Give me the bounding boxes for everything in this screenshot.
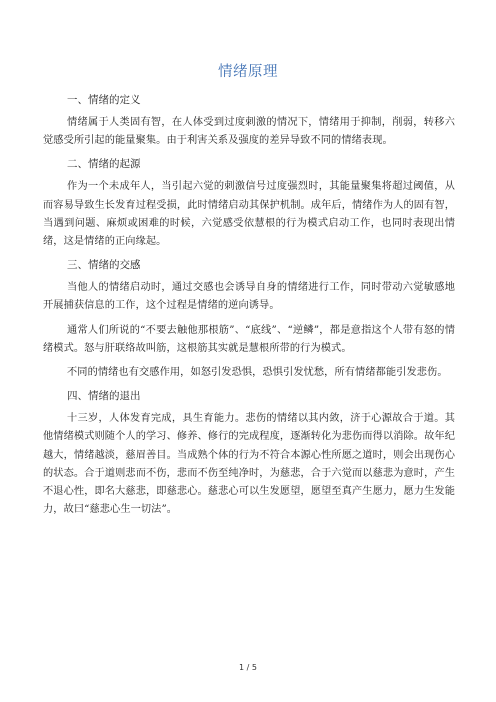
paragraph: 通常人们所说的“不要去触他那根筋”、“底线”、“逆鳞”，都是意指这个人带有怒的情绪模式。怒与肝联络故叫筋，这根筋其实就是慧根所带的行为模式。 (43, 324, 455, 354)
section-heading-definition: 一、情绪的定义 (67, 94, 141, 106)
document-body (43, 92, 455, 525)
paragraph: 当他人的情绪启动时，通过交感也会诱导自身的情绪进行工作，同时带动六觉敏感地开展捕获信息的工作，这个过程是情绪的逆向诱导。 (43, 282, 455, 312)
page-indicator: 1 / 5 (239, 663, 257, 672)
paragraph: 十三岁，人体发育完成，具生育能力。悲伤的情绪以其内敛，济于心源故合于道。其他情绪模式则随个人的学习、修养、修行的完成程度，逐渐转化为悲伤而得以消除。故年纪越大，情绪越淡，慈眉善目。当成熟个体的行为不符合本源心性所愿之道时，则会出现伤心的状态。合于道则悲而不伤，悲而不伤至纯净时，为慈悲，合于六觉而以慈悲为意时，产生不退心性，即名大慈悲，即慈悲心。慈悲心可以生发愿望，愿望至真产生愿力，愿力生发能力，故曰“慈悲心生一切法”。 (43, 413, 455, 516)
paragraph: 情绪属于人类固有智，在人体受到过度刺激的情况下，情绪用于抑制，削弱，转移六觉感受所引起的能量聚集。由于利害关系及强度的差异导致不同的情绪表现。 (43, 117, 455, 147)
paragraph: 作为一个未成年人，当引起六觉的刺激信号过度强烈时，其能量聚集将超过阈值，从而容易导致生长发育过程受损，此时情绪启动其保护机制。成年后，情绪作为人的固有智，当遇到问题、麻烦或困难的时候，六觉感受依慧根的行为模式启动工作，也同时表现出情绪，这是情绪的正向缘起。 (43, 181, 455, 248)
section-heading-origin: 二、情绪的起源 (67, 158, 141, 171)
page-title: 情绪原理 (218, 64, 278, 80)
section-heading-exit: 四、情绪的退出 (67, 390, 141, 403)
paragraph: 不同的情绪也有交感作用，如怒引发恐惧，恐惧引发忧愁，所有情绪都能引发悲伤。 (67, 367, 448, 379)
section-heading-resonance: 三、情绪的交感 (67, 259, 141, 272)
